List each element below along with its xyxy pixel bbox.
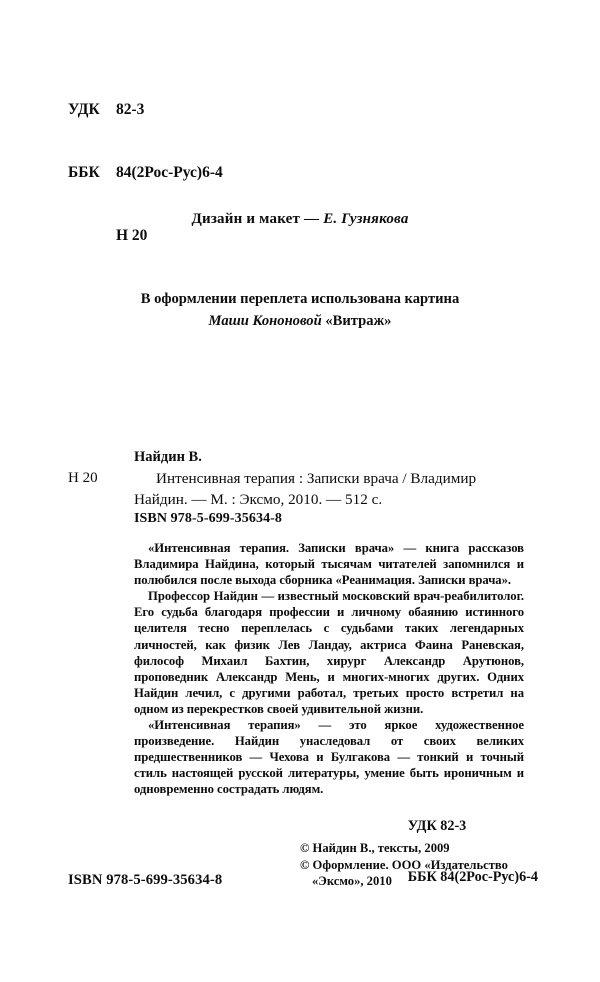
annotation-paragraph-3: «Интенсивная терапия» — это яркое художественное произведение. Найдин унаследовал от своих великих предшественников — Чехова и Булгакова — тонкий и точный стиль настоящей русской литературы, умение быть ироничным и одновременно сострадать людям. [134, 718, 524, 797]
designer-name: Е. Гузнякова [323, 211, 409, 227]
isbn-bottom: ISBN 978-5-699-35634-8 [68, 872, 223, 888]
cip-description: Интенсивная терапия : Записки врача / Владимир Найдин. — М. : Эксмо, 2010. — 512 с. [134, 470, 477, 508]
design-credit-prefix: Дизайн и макет — [191, 211, 324, 227]
cover-artwork-title: «Витраж» [321, 313, 392, 329]
author-sign-top: Н 20 [116, 227, 148, 244]
design-credit [0, 211, 600, 228]
cip-record [68, 448, 532, 510]
bbk-label: ББК [68, 164, 100, 181]
annotation-paragraph-2: Профессор Найдин — известный московский врач-реабилитолог. Его судьба благодаря профессии и личному обаянию истинного целителя тесно переплелась с судьбами таких легендарных личностей, как физик Лев Ландау, актриса Фаина Раневская, философ Михаил Бахтин, хирург Александр Арутюнов, проповедник Александр Мень, и многих-многих других. Одних Найдин лечил, с другими работал, третьих просто встретил на одном из перекрестков своей удивительной жизни. [134, 589, 524, 716]
bbk-value: 84(2Рос-Рус)6-4 [116, 164, 223, 181]
udk-value: 82-3 [116, 101, 145, 118]
cip-body [68, 468, 532, 510]
copyright-line-1: © Найдин В., тексты, 2009 [300, 841, 450, 855]
cip-author-sign: Н 20 [68, 470, 98, 486]
udk-label: УДК [68, 101, 100, 118]
book-annotation [134, 540, 524, 798]
udk-bottom: УДК 82-3 [407, 818, 467, 834]
author-sign-row [68, 225, 223, 246]
isbn-cip: ISBN 978-5-699-35634-8 [134, 511, 283, 526]
annotation-paragraph-1: «Интенсивная терапия. Записки врача» — книга рассказов Владимира Найдина, который тысячам читателей запомнился и полюбился после выхода сборника «Реанимация. Записки врача». [134, 541, 524, 588]
udk-row [68, 99, 223, 120]
cover-artist-name: Маши Кононовой [208, 313, 322, 329]
copyright-block [300, 840, 508, 890]
cip-author-heading: Найдин В. [134, 449, 202, 465]
cover-note-line1: В оформлении переплета использована картина [140, 291, 460, 307]
cover-artwork-note [0, 288, 600, 332]
cover-note-line2 [0, 310, 600, 332]
copyright-line-3: «Эксмо», 2010 [312, 874, 392, 888]
classification-block-top [68, 57, 223, 288]
copyright-line-2: © Оформление. ООО «Издательство [300, 857, 508, 872]
bbk-row [68, 162, 223, 183]
bbk-bottom: ББК 84(2Рос-Рус)6-4 [407, 869, 538, 885]
